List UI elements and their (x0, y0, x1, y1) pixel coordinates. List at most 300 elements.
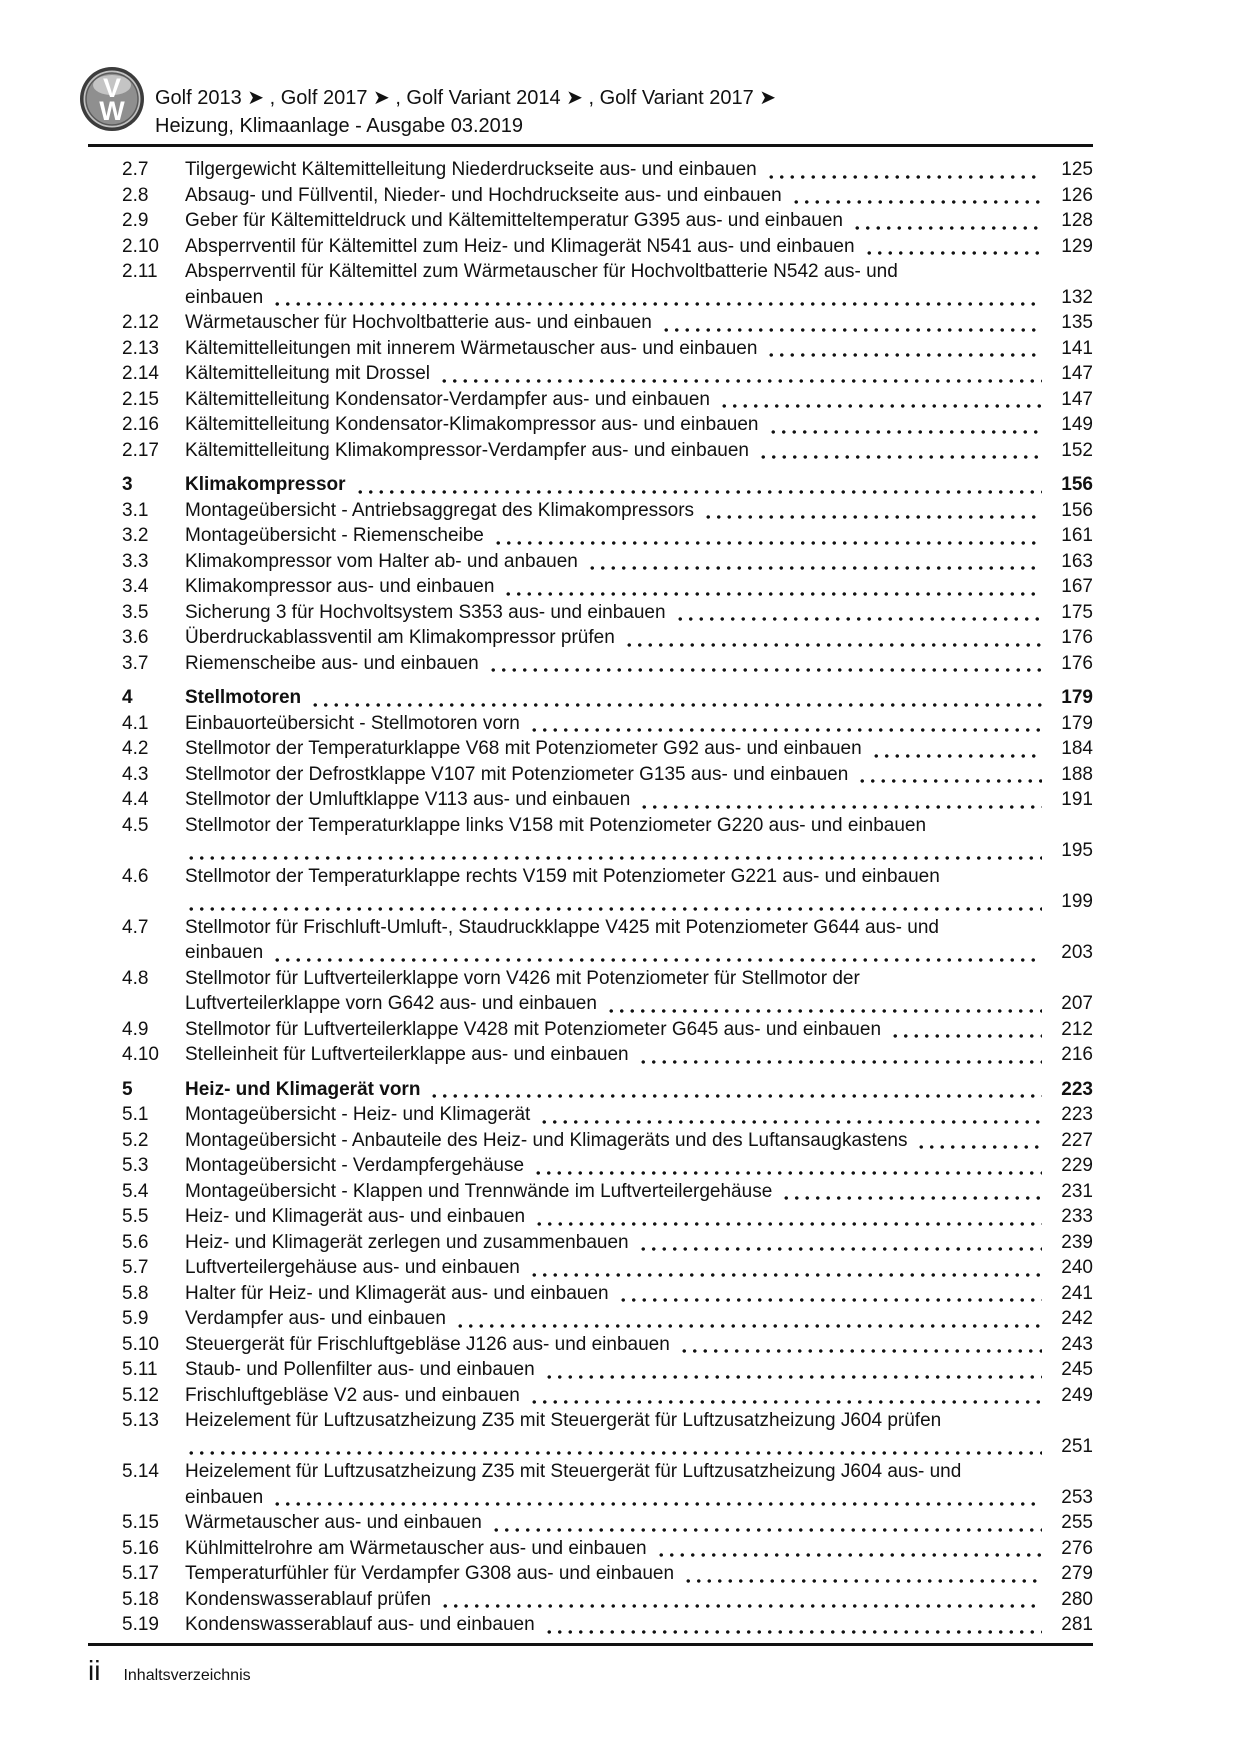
toc-entry (88, 1255, 1093, 1281)
toc-leader-dots (186, 905, 1042, 911)
toc-entry-title: Heiz- und Klimagerät aus- und einbauen (185, 1206, 526, 1227)
toc-entry-page: 240 (1061, 1257, 1093, 1278)
toc-entry-title: Einbauorteübersicht - Stellmotoren vorn (185, 712, 520, 734)
toc-entry-number: 3.1 (122, 499, 149, 521)
toc-entry-number: 4.2 (122, 738, 149, 759)
toc-entry-number: 5 (122, 1078, 133, 1100)
toc-entry-number: 3.3 (122, 550, 149, 572)
toc-leader-dots (440, 1602, 1042, 1608)
toc-entry-title: Montageübersicht - Antriebsaggregat des Klimakompressors (185, 499, 695, 521)
toc-entry-title: Kältemittelleitung Kondensator-Verdampfer aus- und einbauen (185, 388, 710, 410)
toc-entry (88, 574, 1093, 600)
toc-entry-last-line (185, 1383, 1093, 1409)
toc-entry-number: 2.7 (122, 159, 149, 180)
toc-entry-number: 3.5 (122, 601, 149, 623)
toc-leader-dots (493, 539, 1042, 545)
toc-leader-dots (639, 803, 1042, 809)
toc-entry-last-line (185, 234, 1093, 260)
toc-entry (88, 1357, 1093, 1383)
toc-entry-title: Heiz- und Klimagerät zerlegen und zusammenbauen (185, 1231, 629, 1253)
toc-entry-title: Geber für Kältemitteldruck und Kältemitteltemperatur G395 aus- und einbauen (185, 210, 843, 231)
toc-entry-page: 128 (1061, 210, 1093, 231)
toc-entry-number: 2.10 (122, 235, 159, 257)
toc-entry-title: Luftverteilergehäuse aus- und einbauen (185, 1257, 520, 1278)
toc-entry-number: 5.11 (122, 1359, 158, 1380)
toc-entry (88, 915, 1093, 966)
toc-entry-number: 2.12 (122, 312, 159, 333)
toc-leader-dots (587, 564, 1042, 570)
toc-entry-number: 3.2 (122, 525, 149, 546)
toc-entry-last-line (185, 762, 1093, 788)
toc-entry-body (185, 234, 1093, 260)
toc-leader-dots (529, 726, 1042, 732)
toc-entry (88, 438, 1093, 464)
toc-entry-title: Heizelement für Luftzusatzheizung Z35 mit Steuergerät für Luftzusatzheizung J604 prüfen (185, 1410, 942, 1431)
toc-entry-title: Stellmotor der Defrostklappe V107 mit Potenziometer G135 aus- und einbauen (185, 763, 849, 785)
toc-entry-last-line (185, 1357, 1093, 1383)
toc-entry (88, 762, 1093, 788)
toc-entry-last-line (185, 600, 1093, 626)
toc-entry-body (185, 1459, 1093, 1510)
toc-entry (88, 1017, 1093, 1043)
toc-entry-page: 175 (1061, 601, 1093, 623)
toc-entry-body (185, 361, 1093, 387)
toc-entry (88, 736, 1093, 762)
toc-leader-dots (758, 453, 1042, 459)
toc-entry-page: 163 (1061, 550, 1093, 572)
toc-leader-dots (186, 1449, 1042, 1455)
toc-entry-body (185, 1612, 1093, 1638)
toc-entry-title: Stellmotoren (185, 687, 302, 708)
toc-entry-body (185, 736, 1093, 762)
toc-entry-page: 179 (1061, 687, 1093, 708)
toc-entry-title: Klimakompressor vom Halter ab- und anbauen (185, 550, 578, 572)
toc-entry-last-line (185, 1042, 1093, 1068)
toc-entry-page: 152 (1061, 439, 1093, 461)
toc-entry-title: Heizelement für Luftzusatzheizung Z35 mit Steuergerät für Luftzusatzheizung J604 aus- und (185, 1461, 962, 1482)
toc-entry-page: 207 (1061, 993, 1093, 1014)
toc-entry-title: Montageübersicht - Heiz- und Klimagerät (185, 1104, 531, 1125)
toc-entry-body (185, 625, 1093, 651)
toc-entry (88, 549, 1093, 575)
toc-entry (88, 1281, 1093, 1307)
toc-entry-number: 4.1 (122, 712, 149, 734)
toc-entry-title: Tilgergewicht Kältemittelleitung Niederdruckseite aus- und einbauen (185, 159, 757, 180)
toc-entry-body (185, 651, 1093, 677)
toc-entry-last-line (185, 387, 1093, 413)
toc-entry-title: Temperaturfühler für Verdampfer G308 aus- und einbauen (185, 1563, 675, 1584)
toc-entry (88, 1153, 1093, 1179)
toc-entry (88, 472, 1093, 498)
toc-entry-number: 5.1 (122, 1104, 149, 1125)
toc-entry-title: Heiz- und Klimagerät vorn (185, 1078, 421, 1100)
toc-entry (88, 412, 1093, 438)
toc-entry-title: Kondenswasserablauf aus- und einbauen (185, 1614, 535, 1635)
toc-entry (88, 1204, 1093, 1230)
toc-entry-title: Frischluftgebläse V2 aus- und einbauen (185, 1384, 520, 1406)
toc-entry (88, 864, 1093, 915)
toc-entry-last-line (185, 285, 1093, 311)
toc-entry-title: Verdampfer aus- und einbauen (185, 1308, 446, 1329)
toc-leader-dots (719, 402, 1042, 408)
toc-entry-number: 5.8 (122, 1282, 149, 1304)
toc-entry (88, 1128, 1093, 1154)
toc-entry-last-line (185, 1306, 1093, 1332)
toc-entry-page: 132 (1061, 286, 1093, 308)
toc-entry-title: Stellmotor der Temperaturklappe rechts V159 mit Potenziometer G221 aus- und einbauen (185, 865, 940, 887)
toc-entry-number: 2.8 (122, 184, 149, 206)
toc-entry-title: Stellmotor der Temperaturklappe V68 mit Potenziometer G92 aus- und einbauen (185, 738, 862, 759)
toc-leader-dots (618, 1296, 1042, 1302)
toc-entry-page: 195 (1061, 840, 1093, 861)
toc-entry-number: 5.3 (122, 1155, 149, 1176)
toc-entry-number: 3.7 (122, 652, 149, 674)
toc-leader-dots (439, 377, 1042, 383)
toc-entry (88, 1102, 1093, 1128)
toc-entry-body (185, 208, 1093, 234)
toc-entry-body (185, 523, 1093, 549)
toc-entry-number: 2.11 (122, 261, 158, 282)
toc-entry-title: Montageübersicht - Klappen und Trennwände im Luftverteilergehäuse (185, 1180, 773, 1202)
toc-entry-page: 149 (1061, 414, 1093, 435)
footer-page-number: ii (88, 1655, 101, 1686)
toc-entry-page: 227 (1061, 1129, 1093, 1151)
toc-leader-dots (606, 1007, 1042, 1013)
toc-entry-last-line (185, 1332, 1093, 1358)
toc-leader-dots (310, 701, 1042, 707)
toc-entry-page: 176 (1061, 627, 1093, 648)
page-footer (88, 1643, 1093, 1687)
toc-entry-number: 2.17 (122, 439, 159, 461)
toc-entry-body (185, 1561, 1093, 1587)
toc-entry-title: Halter für Heiz- und Klimagerät aus- und einbauen (185, 1282, 609, 1304)
toc-entry-body (185, 1306, 1093, 1332)
toc-entry-page: 184 (1061, 738, 1093, 759)
toc-entry-body (185, 259, 1093, 310)
toc-entry-page: 147 (1061, 363, 1093, 384)
toc-leader-dots (857, 777, 1042, 783)
toc-leader-dots (429, 1092, 1042, 1098)
toc-entry-page: 251 (1061, 1435, 1093, 1457)
toc-entry-body (185, 1536, 1093, 1562)
toc-entry (88, 1042, 1093, 1068)
toc-entry (88, 1408, 1093, 1459)
toc-leader-dots (539, 1118, 1042, 1124)
vw-logo-icon (79, 66, 145, 132)
toc-entry-title: Absperrventil für Kältemittel zum Heiz- und Klimagerät N541 aus- und einbauen (185, 235, 855, 257)
toc-entry-last-line (185, 498, 1093, 524)
toc-entry (88, 1383, 1093, 1409)
toc-entry (88, 1587, 1093, 1613)
toc-entry-last-line (185, 1077, 1093, 1103)
toc-entry-body (185, 1510, 1093, 1536)
toc-entry-title: Kondenswasserablauf prüfen (185, 1588, 432, 1610)
toc-entry-number: 4.8 (122, 967, 149, 989)
toc-entry-number: 5.10 (122, 1333, 159, 1355)
toc-entry-body (185, 1332, 1093, 1358)
toc-leader-dots (661, 326, 1042, 332)
toc-entry-body (185, 1230, 1093, 1256)
toc-entry-last-line (185, 1153, 1093, 1179)
toc-entry-page: 129 (1061, 235, 1093, 257)
toc-entry (88, 625, 1093, 651)
toc-entry-last-line (185, 523, 1093, 549)
toc-entry-page: 279 (1061, 1563, 1093, 1584)
toc-entry-body (185, 310, 1093, 336)
toc-entry-last-line (185, 1587, 1093, 1613)
toc-entry-number: 2.9 (122, 210, 149, 231)
toc-entry-number: 2.15 (122, 388, 159, 410)
toc-entry-last-line (185, 991, 1093, 1017)
toc-entry-last-line (185, 1561, 1093, 1587)
toc-leader-dots (355, 488, 1042, 494)
toc-entry-page: 242 (1061, 1308, 1093, 1329)
toc-leader-dots (544, 1373, 1042, 1379)
toc-entry-last-line (185, 1128, 1093, 1154)
toc-entry-body (185, 549, 1093, 575)
toc-entry-body (185, 1179, 1093, 1205)
toc-entry-page: 243 (1061, 1333, 1093, 1355)
toc-entry (88, 813, 1093, 864)
toc-entry-page: 176 (1061, 652, 1093, 674)
toc-entry-page: 245 (1061, 1359, 1093, 1380)
toc-entry-title: Kältemittelleitung Kondensator-Klimakompressor aus- und einbauen (185, 414, 759, 435)
toc-entry-last-line (185, 736, 1093, 762)
toc-entry (88, 600, 1093, 626)
toc-entry-page: 281 (1061, 1614, 1093, 1635)
toc-entry-body (185, 1255, 1093, 1281)
toc-entry-body (185, 1204, 1093, 1230)
toc-leader-dots (768, 428, 1043, 434)
toc-entry (88, 183, 1093, 209)
toc-entry-last-line (185, 1204, 1093, 1230)
header-rule (88, 144, 1093, 147)
toc-entry-title: Wärmetauscher aus- und einbauen (185, 1512, 482, 1533)
toc-entry-number: 5.4 (122, 1180, 149, 1202)
header-text-block (155, 84, 1095, 140)
toc-leader-dots (675, 615, 1042, 621)
toc-entry-last-line (185, 1230, 1093, 1256)
toc-entry-body (185, 1153, 1093, 1179)
toc-entry-body (185, 1408, 1093, 1459)
toc-entry-title: Klimakompressor aus- und einbauen (185, 576, 495, 597)
header-models-line: Golf 2013 ➤ , Golf 2017 ➤ , Golf Variant 2014 ➤ , Golf Variant 2017 ➤ (155, 87, 777, 109)
toc-entry (88, 208, 1093, 234)
toc-entry-body (185, 1587, 1093, 1613)
svg-text:V: V (102, 73, 122, 103)
toc-entry-last-line (185, 1017, 1093, 1043)
toc-entry-title: Luftverteilerklappe vorn G642 aus- und einbauen (185, 993, 597, 1014)
toc-entry-number: 2.14 (122, 363, 159, 384)
toc-entry-page: 179 (1061, 712, 1093, 734)
toc-entry-body (185, 472, 1093, 498)
toc-entry-title: Montageübersicht - Anbauteile des Heiz- und Klimageräts und des Luftansaugkastens (185, 1129, 908, 1151)
toc-entry (88, 1306, 1093, 1332)
toc-leader-dots (766, 173, 1042, 179)
toc-entry-page: 126 (1061, 184, 1093, 206)
toc-entry-last-line (185, 1612, 1093, 1638)
toc-entry-body (185, 813, 1093, 864)
toc-entry-title: einbauen (185, 942, 264, 963)
toc-entry-page: 239 (1061, 1231, 1093, 1253)
svg-text:W: W (99, 96, 125, 126)
toc-entry-last-line (185, 838, 1093, 864)
toc-entry-body (185, 1128, 1093, 1154)
toc-entry-page: 161 (1061, 525, 1093, 546)
toc-entry-page: 216 (1061, 1044, 1093, 1065)
toc-entry-body (185, 157, 1093, 183)
toc-entry-title: Wärmetauscher für Hochvoltbatterie aus- und einbauen (185, 312, 652, 333)
toc-leader-dots (529, 1398, 1042, 1404)
toc-entry-page: 249 (1061, 1384, 1093, 1406)
toc-leader-dots (864, 249, 1042, 255)
toc-entry-body (185, 1281, 1093, 1307)
toc-entry-number: 5.12 (122, 1384, 159, 1406)
toc-entry-title: Kältemittelleitung Klimakompressor-Verdampfer aus- und einbauen (185, 439, 749, 461)
toc-entry-page: 229 (1061, 1155, 1093, 1176)
toc-entry (88, 259, 1093, 310)
toc-entry-last-line (185, 574, 1093, 600)
toc-entry-number: 4.9 (122, 1018, 149, 1040)
toc-entry-title: Absaug- und Füllventil, Nieder- und Hochdruckseite aus- und einbauen (185, 184, 782, 206)
toc-entry-title: Stellmotor der Umluftklappe V113 aus- und einbauen (185, 789, 631, 810)
toc-entry-page: 199 (1061, 891, 1093, 912)
toc-entry-number: 5.2 (122, 1129, 149, 1151)
toc-entry (88, 966, 1093, 1017)
toc-entry-last-line (185, 711, 1093, 737)
toc-entry-page: 276 (1061, 1537, 1093, 1559)
footer-label: Inhaltsverzeichnis (123, 1667, 251, 1684)
toc-entry-last-line (185, 940, 1093, 966)
toc-entry-page: 223 (1061, 1104, 1093, 1125)
toc-entry (88, 1179, 1093, 1205)
toc-entry-number: 4.10 (122, 1044, 159, 1065)
toc-leader-dots (679, 1347, 1042, 1353)
toc-entry-body (185, 183, 1093, 209)
toc-leader-dots (534, 1220, 1042, 1226)
toc-leader-dots (529, 1271, 1042, 1277)
toc-entry-page: 231 (1061, 1180, 1093, 1202)
toc-entry-page: 212 (1061, 1018, 1093, 1040)
toc-entry-number: 5.14 (122, 1461, 159, 1482)
toc-entry-body (185, 336, 1093, 362)
toc-entry-page: 255 (1061, 1512, 1093, 1533)
toc-entry-body (185, 600, 1093, 626)
toc-entry-page: 191 (1061, 789, 1093, 810)
toc-entry-number: 5.16 (122, 1537, 159, 1559)
toc-entry (88, 310, 1093, 336)
toc-entry-body (185, 574, 1093, 600)
toc-entry (88, 787, 1093, 813)
toc-leader-dots (491, 1526, 1042, 1532)
toc-entry-number: 5.6 (122, 1231, 149, 1253)
toc-entry-title: Klimakompressor (185, 474, 346, 495)
toc-entry-last-line (185, 889, 1093, 915)
toc-entry-title: Stellmotor für Frischluft-Umluft-, Staudruckklappe V425 mit Potenziometer G644 aus- und (185, 916, 939, 938)
toc-entry-body (185, 1102, 1093, 1128)
toc-entry (88, 1510, 1093, 1536)
toc-entry-title: Stellmotor für Luftverteilerklappe V428 mit Potenziometer G645 aus- und einbauen (185, 1018, 882, 1040)
toc-leader-dots (638, 1058, 1042, 1064)
toc-entry (88, 361, 1093, 387)
toc-entry (88, 498, 1093, 524)
toc-entry-title: einbauen (185, 286, 264, 308)
toc-entry-body (185, 1042, 1093, 1068)
toc-entry-title: Staub- und Pollenfilter aus- und einbauen (185, 1359, 535, 1380)
toc-entry-number: 4 (122, 687, 133, 708)
toc-entry-body (185, 1383, 1093, 1409)
toc-entry (88, 651, 1093, 677)
toc-entry-page: 147 (1061, 388, 1093, 410)
toc-entry-last-line (185, 787, 1093, 813)
toc-entry (88, 1536, 1093, 1562)
toc-entry-page: 125 (1061, 159, 1093, 180)
toc-entry-number: 3.6 (122, 627, 149, 648)
toc-entry-last-line (185, 183, 1093, 209)
toc-entry-page: 141 (1061, 337, 1093, 359)
toc-entry-number: 5.18 (122, 1588, 159, 1610)
toc-leader-dots (503, 590, 1042, 596)
toc-entry-number: 5.19 (122, 1614, 159, 1635)
header-subtitle-line: Heizung, Klimaanlage - Ausgabe 03.2019 (155, 115, 524, 137)
toc-entry-body (185, 762, 1093, 788)
toc-leader-dots (272, 1500, 1042, 1506)
toc-entry (88, 711, 1093, 737)
toc-entry-title: Überdruckablassventil am Klimakompressor prüfen (185, 627, 615, 648)
toc-entry-body (185, 438, 1093, 464)
toc-leader-dots (488, 666, 1042, 672)
toc-entry-last-line (185, 651, 1093, 677)
toc-entry-title: Riemenscheibe aus- und einbauen (185, 652, 479, 674)
toc-entry-page: 135 (1061, 312, 1093, 333)
toc-entry (88, 1612, 1093, 1638)
toc-entry-body (185, 1077, 1093, 1103)
toc-entry (88, 1230, 1093, 1256)
toc-entry-body (185, 685, 1093, 711)
toc-leader-dots (533, 1169, 1042, 1175)
toc-leader-dots (683, 1577, 1042, 1583)
toc-leader-dots (624, 641, 1042, 647)
toc-entry-last-line (185, 1281, 1093, 1307)
toc-entry-body (185, 498, 1093, 524)
toc-entry-last-line (185, 361, 1093, 387)
toc-entry-title: Kältemittelleitungen mit innerem Wärmetauscher aus- und einbauen (185, 337, 758, 359)
toc-entry-page: 156 (1061, 474, 1093, 495)
toc-leader-dots (703, 513, 1042, 519)
toc-entry-body (185, 387, 1093, 413)
toc-entry-page: 167 (1061, 576, 1093, 597)
toc-entry (88, 1332, 1093, 1358)
toc-entry-page: 280 (1061, 1588, 1093, 1610)
toc-entry-title: Montageübersicht - Verdampfergehäuse (185, 1155, 525, 1176)
toc-entry-last-line (185, 549, 1093, 575)
toc-entry-number: 4.3 (122, 763, 149, 785)
toc-entry-last-line (185, 336, 1093, 362)
toc-entry-number: 5.9 (122, 1308, 149, 1329)
toc-entry-last-line (185, 1434, 1093, 1460)
toc-entry (88, 234, 1093, 260)
toc-entry-body (185, 864, 1093, 915)
toc-entry-page: 188 (1061, 763, 1093, 785)
toc-entry-body (185, 711, 1093, 737)
toc-leader-dots (871, 752, 1042, 758)
toc-entry (88, 1077, 1093, 1103)
toc-entry-page: 233 (1061, 1206, 1093, 1227)
toc-entry-number: 5.15 (122, 1512, 159, 1533)
toc-entry-last-line (185, 1179, 1093, 1205)
toc-leader-dots (766, 351, 1042, 357)
toc-entry-number: 3.4 (122, 576, 149, 597)
